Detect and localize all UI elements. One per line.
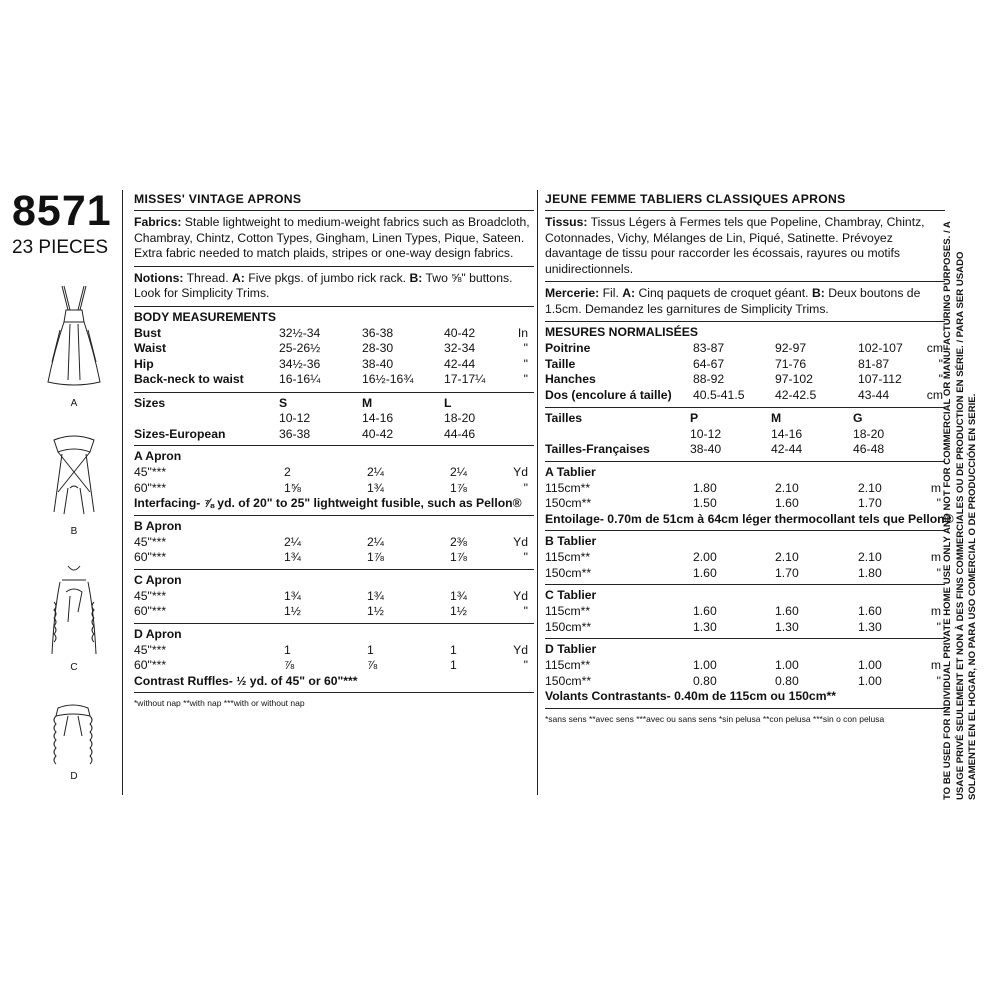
yardage-value-1: ⅞ bbox=[284, 658, 295, 672]
yardage-row bbox=[134, 481, 534, 497]
english-footnote: *without nap **with nap ***with or without nap bbox=[134, 698, 305, 708]
measurement-value-1: 16-16¼ bbox=[279, 372, 321, 386]
yardage-value-1: 1.50 bbox=[693, 496, 717, 510]
yardage-unit: " bbox=[936, 619, 941, 634]
yardage-value-2: 1½ bbox=[367, 604, 384, 618]
measurement-value-3: 17-17¼ bbox=[444, 372, 486, 386]
yardage-value-3: 2.10 bbox=[858, 550, 882, 564]
fabric-width: 115cm** bbox=[545, 658, 591, 672]
taille-p: P bbox=[690, 411, 699, 425]
view-d-block bbox=[545, 639, 945, 709]
view-b-block bbox=[545, 531, 945, 585]
measurement-value-1: 88-92 bbox=[693, 372, 725, 386]
yardage-unit: m bbox=[930, 604, 941, 618]
measurement-unit: cm bbox=[926, 387, 943, 402]
size-num-3: 18-20 bbox=[444, 411, 476, 425]
yardage-row bbox=[134, 604, 534, 620]
yardage-value-1: 1 bbox=[284, 642, 291, 657]
sizes-table bbox=[134, 393, 534, 447]
measurement-value-1: 25-26½ bbox=[279, 341, 321, 355]
tailles-fr-label: Tailles-Françaises bbox=[545, 442, 650, 456]
yardage-value-2: 1¾ bbox=[367, 480, 384, 495]
yardage-value-1: 1½ bbox=[284, 604, 301, 618]
apron-c-sketch bbox=[40, 562, 108, 662]
yardage-unit: " bbox=[936, 565, 941, 580]
tailles-row bbox=[545, 411, 945, 427]
yardage-value-2: 1.30 bbox=[775, 619, 799, 634]
yardage-unit: " bbox=[523, 604, 528, 618]
yardage-value-2: ⅞ bbox=[367, 658, 378, 672]
mesures-table bbox=[545, 341, 945, 408]
yardage-value-3: 2⅜ bbox=[450, 534, 467, 549]
measurement-value-3: 102-107 bbox=[858, 341, 903, 355]
tailles-table bbox=[545, 408, 945, 462]
yardage-unit: m bbox=[930, 480, 941, 495]
fabric-width: 60"*** bbox=[134, 604, 167, 618]
fabric-width: 150cm** bbox=[545, 619, 592, 634]
size-m: M bbox=[362, 395, 373, 410]
ruffles-note: Contrast Ruffles- ½ yd. of 45" or 60"*** bbox=[134, 673, 358, 688]
sizes-eu-row bbox=[134, 427, 534, 443]
mercerie-a-label: A: bbox=[622, 286, 636, 300]
notions-label: Notions: bbox=[134, 270, 184, 285]
yardage-value-2: 1.00 bbox=[775, 658, 799, 672]
french-column bbox=[545, 190, 954, 727]
yardage-value-3: 1 bbox=[450, 658, 457, 672]
yardage-row bbox=[134, 550, 534, 566]
fabric-width: 115cm** bbox=[545, 550, 591, 564]
measurement-value-1: 40.5-41.5 bbox=[693, 387, 745, 402]
fabric-width: 115cm** bbox=[545, 480, 591, 495]
view-a-title: A Apron bbox=[134, 449, 182, 463]
tissus-label: Tissus: bbox=[545, 215, 588, 229]
measurements-table bbox=[134, 326, 534, 393]
yardage-value-2: 2.10 bbox=[775, 550, 799, 564]
yardage-table bbox=[134, 446, 534, 693]
yardage-value-2: 2.10 bbox=[775, 480, 799, 495]
measurement-label: Back-neck to waist bbox=[134, 372, 244, 386]
yardage-value-3: 1.70 bbox=[858, 496, 882, 510]
yardage-row bbox=[545, 674, 945, 690]
mercerie-text-1: Fil. bbox=[599, 286, 623, 300]
measurement-value-1: 32½-34 bbox=[279, 325, 321, 340]
fabric-width: 45"*** bbox=[134, 534, 167, 549]
yardage-value-2: 0.80 bbox=[775, 673, 799, 688]
pieces-count: 23 PIECES bbox=[12, 237, 109, 258]
taille-g: G bbox=[853, 411, 863, 425]
yardage-value-1: 1.80 bbox=[693, 480, 717, 495]
size-l: L bbox=[444, 395, 452, 410]
fabric-width: 150cm** bbox=[545, 496, 592, 510]
measurement-value-3: 81-87 bbox=[858, 356, 890, 371]
interfacing-note: Interfacing- ⅞ yd. of 20" to 25" lightweight fusible, such as Pellon® bbox=[134, 496, 522, 510]
measurement-value-2: 16½-16¾ bbox=[362, 372, 414, 386]
apron-a-sketch bbox=[40, 282, 108, 392]
measurement-value-2: 92-97 bbox=[775, 341, 807, 355]
yardage-unit: m bbox=[930, 550, 941, 564]
yardage-unit: Yd bbox=[513, 534, 528, 549]
measurement-value-2: 38-40 bbox=[362, 356, 394, 371]
yardage-value-3: 1.80 bbox=[858, 565, 882, 580]
yardage-value-3: 1.30 bbox=[858, 619, 882, 634]
yardage-value-1: 2 bbox=[284, 465, 291, 479]
yardage-value-2: 1 bbox=[367, 642, 374, 657]
yardage-row bbox=[134, 658, 534, 674]
center-divider bbox=[537, 190, 538, 795]
figure-label-b: B bbox=[70, 526, 78, 537]
yardage-value-3: 1.60 bbox=[858, 604, 882, 618]
measurement-row bbox=[134, 341, 534, 357]
yardage-row bbox=[134, 643, 534, 659]
tailles-label: Tailles bbox=[545, 411, 583, 425]
fabric-width: 150cm** bbox=[545, 673, 592, 688]
sizes-row bbox=[134, 396, 534, 412]
taille-fr-1: 38-40 bbox=[690, 442, 722, 456]
measurement-row bbox=[545, 357, 945, 373]
yardage-row bbox=[545, 620, 945, 636]
measurement-value-2: 28-30 bbox=[362, 341, 394, 355]
yardage-value-2: 2¼ bbox=[367, 534, 384, 549]
figure-label-c: C bbox=[70, 662, 78, 673]
measurement-label: Waist bbox=[134, 341, 167, 355]
taille-num-3: 18-20 bbox=[853, 426, 885, 441]
measurement-unit: " bbox=[523, 372, 528, 386]
yardage-value-1: 1¾ bbox=[284, 550, 301, 564]
apron-d-sketch bbox=[38, 700, 108, 772]
yardage-row bbox=[545, 496, 945, 512]
fabrics-label: Fabrics: bbox=[134, 215, 182, 229]
measurement-value-2: 36-38 bbox=[362, 325, 394, 340]
view-b-block bbox=[134, 516, 534, 570]
yardage-unit: " bbox=[523, 658, 528, 672]
size-s: S bbox=[279, 395, 288, 410]
metrage-table bbox=[545, 462, 954, 709]
tailles-fr-row bbox=[545, 442, 945, 458]
english-title: MISSES' VINTAGE APRONS bbox=[134, 190, 534, 211]
yardage-unit: Yd bbox=[513, 465, 528, 479]
taille-num-2: 14-16 bbox=[771, 426, 803, 441]
size-num-2: 14-16 bbox=[362, 411, 394, 425]
yardage-value-1: 1.30 bbox=[693, 619, 717, 634]
fabric-width: 60"*** bbox=[134, 658, 167, 672]
measurement-label: Poitrine bbox=[545, 341, 591, 355]
taille-fr-2: 42-44 bbox=[771, 442, 803, 456]
notions-section bbox=[134, 267, 534, 307]
fabric-width: 60"*** bbox=[134, 480, 167, 495]
yardage-value-1: 1¾ bbox=[284, 588, 301, 603]
sizes-eu-label: Sizes-European bbox=[134, 426, 226, 441]
yardage-row bbox=[134, 535, 534, 551]
sizes-nums-row bbox=[134, 411, 534, 427]
yardage-value-1: 2¼ bbox=[284, 534, 301, 549]
measurement-value-2: 71-76 bbox=[775, 356, 807, 371]
measurement-row bbox=[134, 357, 534, 373]
measurement-label: Hip bbox=[134, 356, 154, 371]
notions-b-label: B: bbox=[409, 270, 423, 285]
figure-label-a: A bbox=[70, 398, 78, 409]
yardage-value-1: 0.80 bbox=[693, 673, 717, 688]
fabric-width: 115cm** bbox=[545, 604, 591, 618]
view-c-title: C Apron bbox=[134, 572, 182, 587]
yardage-row bbox=[545, 658, 945, 674]
measurement-label: Taille bbox=[545, 356, 576, 371]
yardage-row bbox=[545, 604, 945, 620]
notions-text-1: Thread. bbox=[183, 270, 232, 285]
measurement-value-1: 64-67 bbox=[693, 356, 725, 371]
fabrics-text: Stable lightweight to medium-weight fabrics such as Broadcloth, Chambray, Chintz, Cotton Types, Gingham, Linen Types, Pique, Sateen. Extra fabric needed to match plaids, stripes or one-way design fabrics. bbox=[134, 215, 530, 260]
yardage-unit: m bbox=[930, 658, 941, 672]
size-eu-1: 36-38 bbox=[279, 426, 311, 441]
yardage-value-2: 1⅞ bbox=[367, 550, 384, 564]
fabric-width: 45"*** bbox=[134, 465, 167, 479]
mercerie-section bbox=[545, 282, 945, 322]
view-c-title: C Tablier bbox=[545, 588, 597, 602]
fabric-width: 45"*** bbox=[134, 642, 167, 657]
fabric-width: 45"*** bbox=[134, 588, 167, 603]
mercerie-label: Mercerie: bbox=[545, 286, 600, 300]
yardage-value-2: 1.60 bbox=[775, 496, 799, 510]
yardage-value-1: 2.00 bbox=[693, 550, 717, 564]
yardage-value-3: 1 bbox=[450, 642, 457, 657]
yardage-value-3: 2.10 bbox=[858, 480, 882, 495]
measurement-row bbox=[134, 326, 534, 342]
yardage-unit: Yd bbox=[513, 588, 528, 603]
measurement-value-3: 43-44 bbox=[858, 387, 890, 402]
measurement-unit: " bbox=[523, 356, 528, 371]
tailles-nums-row bbox=[545, 427, 945, 443]
yardage-row bbox=[545, 481, 945, 497]
figure-label-d: D bbox=[70, 771, 78, 782]
measurement-value-3: 40-42 bbox=[444, 325, 476, 340]
yardage-value-2: 2¼ bbox=[367, 465, 384, 479]
yardage-unit: " bbox=[523, 480, 528, 495]
measurement-row bbox=[545, 341, 945, 357]
measurement-label: Bust bbox=[134, 325, 162, 340]
mercerie-text-2: Cinq paquets de croquet géant. bbox=[635, 286, 812, 300]
yardage-value-1: 1.60 bbox=[693, 604, 717, 618]
measurement-value-3: 42-44 bbox=[444, 356, 476, 371]
yardage-value-3: 1⅞ bbox=[450, 550, 467, 564]
yardage-value-1: 1.00 bbox=[693, 658, 717, 672]
size-eu-3: 44-46 bbox=[444, 426, 476, 441]
size-num-1: 10-12 bbox=[279, 411, 311, 425]
yardage-unit: " bbox=[936, 496, 941, 510]
yardage-value-3: 1½ bbox=[450, 604, 467, 618]
left-divider bbox=[122, 190, 123, 795]
pattern-number: 8571 bbox=[12, 187, 112, 235]
fabrics-section bbox=[134, 211, 534, 267]
yardage-value-1: 1⅝ bbox=[284, 480, 301, 495]
mesures-title: MESURES NORMALISÉES bbox=[545, 325, 699, 339]
view-d-block bbox=[134, 624, 534, 694]
ruffles-note: Volants Contrastants- 0.40m de 115cm ou 150cm** bbox=[545, 689, 837, 703]
yardage-value-2: 1.70 bbox=[775, 565, 799, 580]
measurement-unit: " bbox=[938, 372, 943, 386]
measurement-unit: " bbox=[523, 341, 528, 355]
taille-fr-3: 46-48 bbox=[853, 442, 885, 456]
measurement-row bbox=[545, 372, 945, 388]
yardage-value-3: 1.00 bbox=[858, 673, 882, 688]
yardage-unit: Yd bbox=[513, 642, 528, 657]
measurement-value-1: 83-87 bbox=[693, 341, 725, 355]
view-d-title: D Tablier bbox=[545, 642, 597, 656]
notions-text-3: Two ⅝" buttons. Look for Simplicity Trims. bbox=[134, 270, 513, 300]
tissus-text: Tissus Légers à Fermes tels que Popeline, Chambray, Chintz, Cotonnades, Vichy, Mélanges de Lin, Piqué, Satinette. Prévoyez davantage de tissu pour raccorder les écossais, rayures ou motifs unidirectionnels. bbox=[545, 215, 925, 276]
view-b-title: B Tablier bbox=[545, 534, 597, 548]
yardage-value-3: 1¾ bbox=[450, 588, 467, 603]
measurement-unit: In bbox=[517, 325, 528, 340]
view-a-block bbox=[134, 446, 534, 516]
view-a-title: A Tablier bbox=[545, 464, 596, 479]
measurement-value-2: 42-42.5 bbox=[775, 387, 817, 402]
yardage-row bbox=[545, 550, 945, 566]
usage-notice: TO BE USED FOR INDIVIDUAL PRIVATE HOME USE ONLY AND NOT FOR COMMERCIAL OR MANUFACTURING PURPOSES. / A USAGE PRIVÉ SEULEMENT ET NON À DES FINS COMMERCIALES OU DE PRODUCTION EN SÉRIE. / PARA SER USADO SOLAMENTE EN EL HOGAR, NO PARA USO COMERCIAL O DE PRODUCCIÓN EN SERIE. bbox=[942, 221, 978, 800]
french-title: JEUNE FEMME TABLIERS CLASSIQUES APRONS bbox=[545, 190, 945, 211]
view-d-title: D Apron bbox=[134, 626, 182, 641]
measurement-row bbox=[134, 372, 534, 388]
taille-m: M bbox=[771, 411, 782, 425]
taille-num-1: 10-12 bbox=[690, 426, 722, 441]
measurement-value-1: 34½-36 bbox=[279, 356, 321, 371]
interfacing-note: Entoilage- 0.70m de 51cm à 64cm léger thermocollant tels que Pellon® bbox=[545, 511, 954, 526]
measurement-row bbox=[545, 388, 945, 404]
yardage-value-3: 2¼ bbox=[450, 465, 467, 479]
view-b-title: B Apron bbox=[134, 518, 182, 533]
yardage-value-2: 1.60 bbox=[775, 604, 799, 618]
yardage-row bbox=[134, 465, 534, 481]
view-c-block bbox=[134, 570, 534, 624]
measurement-value-3: 32-34 bbox=[444, 341, 476, 355]
measurement-value-2: 97-102 bbox=[775, 372, 813, 386]
fabric-width: 60"*** bbox=[134, 550, 167, 564]
measurement-unit: cm bbox=[926, 341, 943, 355]
notions-a-label: A: bbox=[231, 270, 245, 285]
view-a-block bbox=[545, 462, 954, 532]
yardage-value-3: 1⅞ bbox=[450, 480, 467, 495]
yardage-unit: " bbox=[936, 673, 941, 688]
yardage-value-1: 1.60 bbox=[693, 565, 717, 580]
measurement-unit: " bbox=[938, 356, 943, 371]
english-column bbox=[134, 190, 534, 712]
french-footnote: *sans sens **avec sens ***avec ou sans sens *sin pelusa **con pelusa ***sin o con pelusa bbox=[545, 713, 885, 724]
notions-text-2: Five pkgs. of jumbo rick rack. bbox=[244, 270, 410, 285]
size-eu-2: 40-42 bbox=[362, 426, 394, 441]
mercerie-text-3: Deux boutons de 1.5cm. Demandez les garnitures de Simplicity Trims. bbox=[545, 286, 921, 316]
yardage-unit: " bbox=[523, 550, 528, 564]
apron-b-sketch bbox=[40, 430, 108, 520]
yardage-value-3: 1.00 bbox=[858, 658, 882, 672]
yardage-value-2: 1¾ bbox=[367, 588, 384, 603]
measurement-label: Dos (encolure á taille) bbox=[545, 387, 672, 402]
body-measurements-title: BODY MEASUREMENTS bbox=[134, 309, 276, 324]
yardage-row bbox=[545, 566, 945, 582]
fabric-width: 150cm** bbox=[545, 565, 592, 580]
measurement-label: Hanches bbox=[545, 372, 596, 386]
sizes-label: Sizes bbox=[134, 395, 166, 410]
yardage-row bbox=[134, 589, 534, 605]
tissus-section bbox=[545, 211, 945, 282]
measurement-value-3: 107-112 bbox=[858, 372, 902, 386]
view-c-block bbox=[545, 585, 945, 639]
mercerie-b-label: B: bbox=[811, 286, 825, 300]
